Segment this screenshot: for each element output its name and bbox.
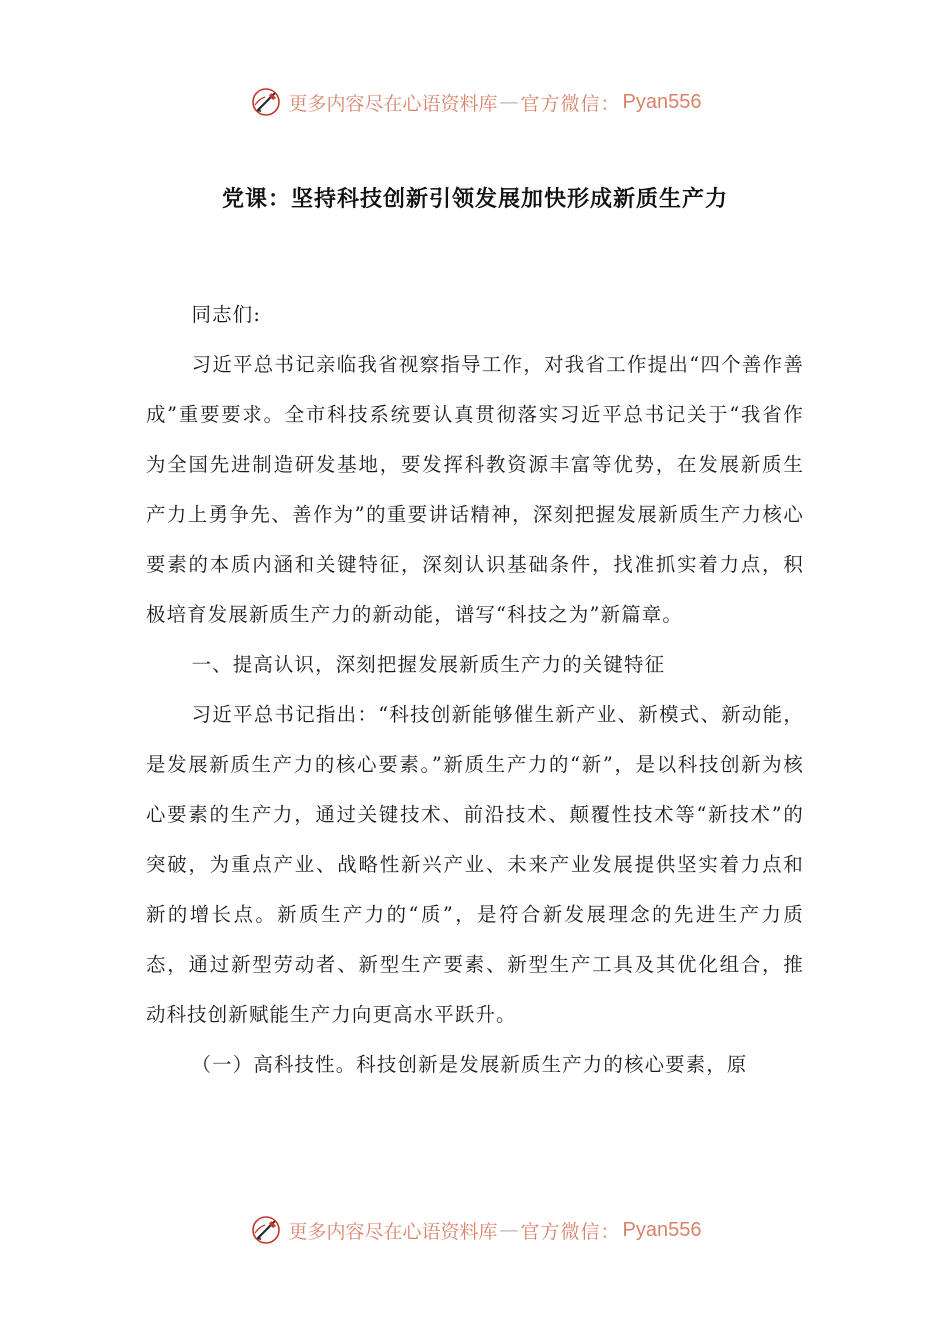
watermark-sub-text: 官方微信： <box>520 92 621 115</box>
watermark-dash: — <box>499 1219 519 1241</box>
watermark-dash: — <box>499 91 519 113</box>
watermark-wechat-id: Pyan556 <box>622 1218 702 1241</box>
intro-paragraph: 习近平总书记亲临我省视察指导工作，对我省工作提出“四个善作善成”重要要求。全市科技系统要认真贯彻落实习近平总书记关于“我省作为全国先进制造研发基地，要发挥科教资源丰富等优势，在发展新质生产力上勇争先、善作为”的重要讲话精神，深刻把握发展新质生产力核心要素的本质内涵和关键特征，深刻认识基础条件，找准抓实着力点，积极培育发展新质生产力的新动能，谱写“科技之为”新篇章。 <box>146 353 804 626</box>
footer-watermark <box>0 1210 950 1250</box>
watermark-sub-text: 官方微信： <box>520 1220 621 1243</box>
document-body <box>146 290 804 1090</box>
section-heading-1: 一、提高认识，深刻把握发展新质生产力的关键特征 <box>191 653 666 676</box>
pen-logo-icon <box>249 85 283 119</box>
watermark-main-text: 更多内容尽在心语资料库 <box>288 1220 498 1243</box>
subsection-1-paragraph: （一）高科技性。科技创新是发展新质生产力的核心要素，原 <box>191 1053 748 1076</box>
watermark-main-text: 更多内容尽在心语资料库 <box>288 92 498 115</box>
document-title: 党课：坚持科技创新引领发展加快形成新质生产力 <box>221 187 728 212</box>
pen-logo-icon <box>249 1213 283 1247</box>
watermark-wechat-id: Pyan556 <box>622 90 702 113</box>
salutation-paragraph: 同志们: <box>191 303 262 326</box>
header-watermark <box>0 82 950 122</box>
section-1-paragraph: 习近平总书记指出：“科技创新能够催生新产业、新模式、新动能，是发展新质生产力的核心要素。”新质生产力的“新”，是以科技创新为核心要素的生产力，通过关键技术、前沿技术、颠覆性技术等“新技术”的突破，为重点产业、战略性新兴产业、未来产业发展提供坚实着力点和新的增长点。新质生产力的“质”，是符合新发展理念的先进生产力质态，通过新型劳动者、新型生产要素、新型生产工具及其优化组合，推动科技创新赋能生产力向更高水平跃升。 <box>146 703 804 1026</box>
